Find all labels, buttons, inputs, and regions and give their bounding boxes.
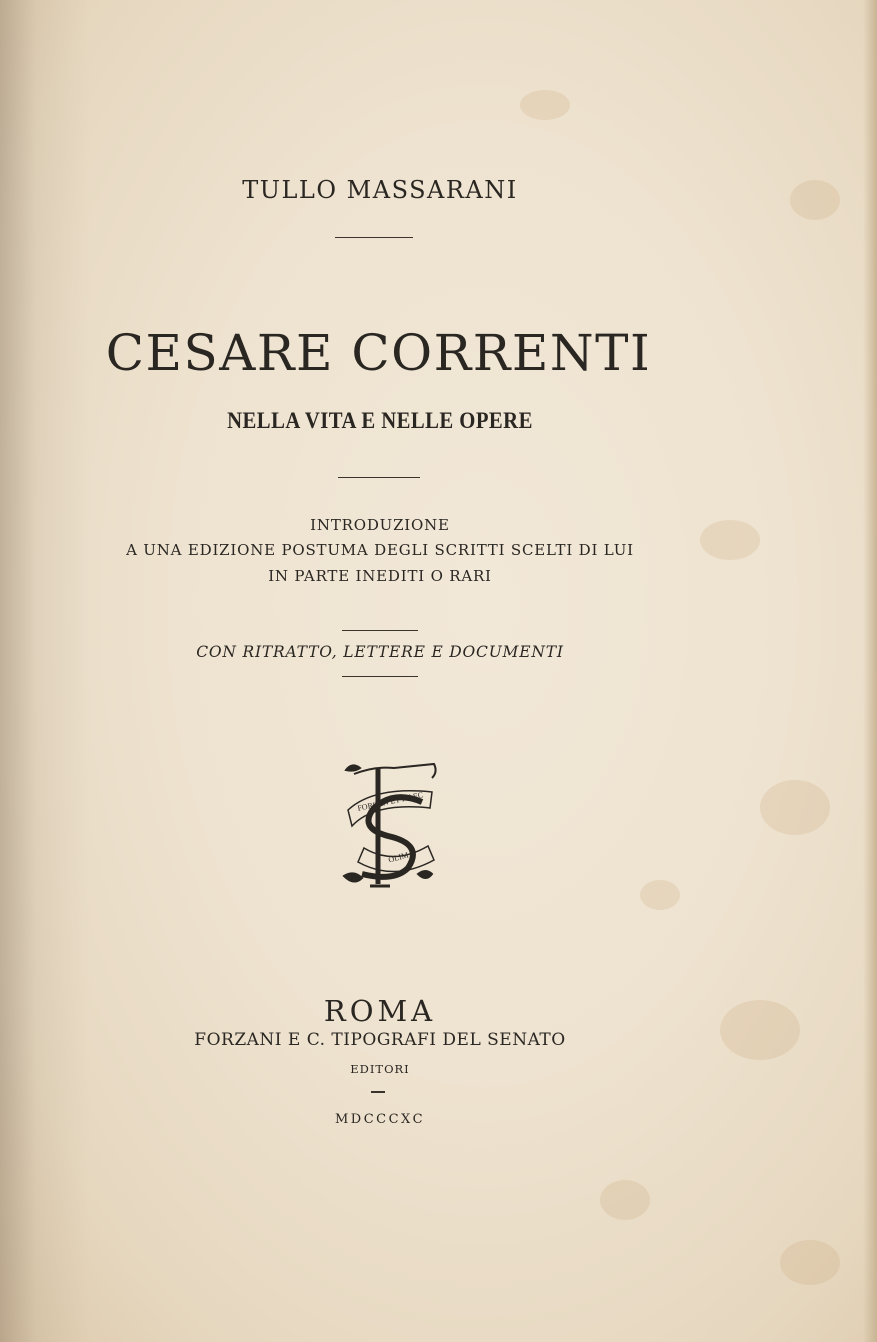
author-name: TULLO MASSARANI bbox=[242, 176, 518, 204]
printers-device-icon bbox=[334, 756, 444, 892]
introduction-line-2: A UNA EDIZIONE POSTUMA DEGLI SCRITTI SCELTI DI LUI bbox=[126, 541, 634, 559]
book-subtitle: NELLA VITA E NELLE OPERE bbox=[227, 408, 533, 433]
rule-after-imprint bbox=[371, 1091, 385, 1093]
rule-after-subtitle bbox=[338, 477, 420, 478]
introduction-heading: INTRODUZIONE bbox=[310, 516, 450, 534]
rule-after-author bbox=[335, 237, 413, 238]
printers-motto-bottom: OLIM bbox=[387, 850, 410, 865]
supplement-note: CON RITRATTO, LETTERE E DOCUMENTI bbox=[196, 643, 564, 661]
printers-motto-top: FORSAN ET HAEC bbox=[356, 790, 425, 813]
introduction-line-3: IN PARTE INEDITI O RARI bbox=[268, 567, 492, 585]
book-title: CESARE CORRENTI bbox=[105, 324, 652, 382]
imprint-printer: FORZANI E C. TIPOGRAFI DEL SENATO bbox=[194, 1030, 566, 1050]
imprint-year: MDCCCXC bbox=[334, 1112, 426, 1127]
imprint-role: EDITORI bbox=[350, 1062, 410, 1076]
page-edge bbox=[863, 0, 877, 1342]
rule-before-supplement bbox=[342, 630, 418, 631]
imprint-city: ROMA bbox=[323, 994, 437, 1028]
rule-after-supplement bbox=[342, 676, 418, 677]
